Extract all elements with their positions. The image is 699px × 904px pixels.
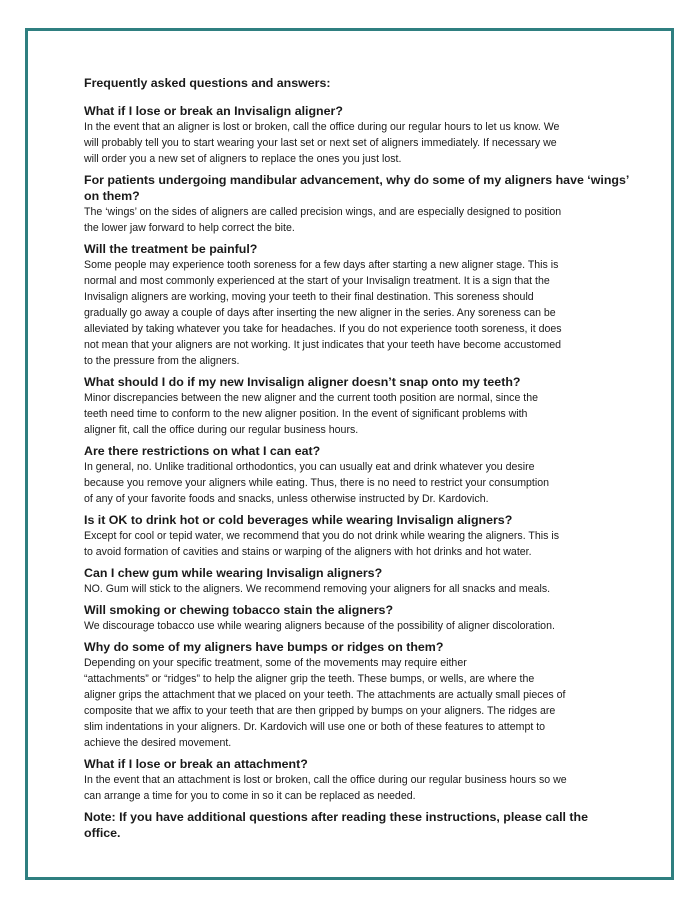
faq-answer-line: gradually go away a couple of days after inserting the new aligner in the series. Any soreness can be xyxy=(84,307,556,319)
faq-item xyxy=(84,756,620,804)
faq-item xyxy=(84,639,620,751)
faq-answer xyxy=(84,390,620,438)
faq-item xyxy=(84,443,620,507)
faq-answer-line: teeth need time to conform to the new aligner position. In the event of significant problems with xyxy=(84,408,528,420)
closing-note: Note: If you have additional questions after reading these instructions, please call the office. xyxy=(84,810,588,840)
faq-item xyxy=(84,103,620,167)
faq-answer xyxy=(84,257,620,369)
faq-answer-line: of any of your favorite foods and snacks, unless otherwise instructed by Dr. Kardovich. xyxy=(84,493,489,505)
faq-item xyxy=(84,172,630,236)
faq-question-line: Why do some of my aligners have bumps or ridges on them? xyxy=(84,640,444,654)
faq-answer-line: Some people may experience tooth soreness for a few days after starting a new aligner stage. This is xyxy=(84,259,559,271)
faq-answer-line: will order you a new set of aligners to replace the ones you just lost. xyxy=(84,153,402,165)
faq-answer-line: “attachments” or “ridges” to help the aligner grip the teeth. These bumps, or wells, are where the xyxy=(84,673,535,685)
faq-answer-line: to the pressure from the aligners. xyxy=(84,355,240,367)
faq-item xyxy=(84,602,620,634)
faq-answer-line: Depending on your specific treatment, some of the movements may require either xyxy=(84,657,467,669)
faq-answer-line: alleviated by taking whatever you take for headaches. If you do not experience tooth soreness, it does xyxy=(84,323,562,335)
faq-answer-line: can arrange a time for you to come in so it can be replaced as needed. xyxy=(84,790,416,802)
faq-question xyxy=(84,639,620,655)
faq-answer-line: slim indentations in your aligners. Dr. Kardovich will use one or both of these features to attempt to xyxy=(84,721,546,733)
faq-answer-line: aligner fit, call the office during our regular business hours. xyxy=(84,424,359,436)
faq-question-line: What should I do if my new Invisalign aligner doesn’t snap onto my teeth? xyxy=(84,375,521,389)
faq-question-line: on them? xyxy=(84,189,140,203)
faq-answer-line: NO. Gum will stick to the aligners. We recommend removing your aligners for all snacks and meals. xyxy=(84,583,551,595)
faq-question xyxy=(84,103,620,119)
faq-item xyxy=(84,241,620,369)
faq-question xyxy=(84,443,620,459)
faq-answer-line: achieve the desired movement. xyxy=(84,737,232,749)
faq-answer-line: normal and most commonly experienced at the start of your Invisalign treatment. It is a sign that the xyxy=(84,275,550,287)
faq-document xyxy=(84,75,630,841)
faq-answer-line: Invisalign aligners are working, moving your teeth to their final destination. This soreness should xyxy=(84,291,534,303)
faq-answer-line: aligner grips the attachment that we placed on your teeth. The attachments are actually small pieces of xyxy=(84,689,566,701)
faq-answer-line: not mean that your aligners are not working. It just indicates that your teeth have become accustomed xyxy=(84,339,561,351)
faq-answer-line: composite that we affix to your teeth that are then gripped by bumps on your aligners. The ridges are xyxy=(84,705,556,717)
faq-answer-line: The ‘wings’ on the sides of aligners are called precision wings, and are especially designed to position xyxy=(84,206,562,218)
faq-answer xyxy=(84,459,620,507)
faq-answer-line: In general, no. Unlike traditional orthodontics, you can usually eat and drink whatever you desire xyxy=(84,461,535,473)
faq-question-line: Is it OK to drink hot or cold beverages while wearing Invisalign aligners? xyxy=(84,513,513,527)
faq-question xyxy=(84,512,620,528)
faq-answer-line: Except for cool or tepid water, we recommend that you do not drink while wearing the aligners. This is xyxy=(84,530,559,542)
faq-answer xyxy=(84,204,620,236)
faq-question-line: What if I lose or break an Invisalign aligner? xyxy=(84,104,343,118)
faq-answer-line: because you remove your aligners while eating. Thus, there is no need to restrict your consumption xyxy=(84,477,550,489)
faq-answer-line: In the event that an aligner is lost or broken, call the office during our regular hours to let us know. We xyxy=(84,121,560,133)
faq-answer xyxy=(84,119,620,167)
faq-item xyxy=(84,565,620,597)
faq-answer-line: to avoid formation of cavities and stains or warping of the aligners with hot drinks and hot water. xyxy=(84,546,532,558)
faq-question-line: Are there restrictions on what I can eat? xyxy=(84,444,321,458)
faq-answer xyxy=(84,618,620,634)
faq-answer xyxy=(84,528,620,560)
faq-question xyxy=(84,241,620,257)
faq-answer xyxy=(84,655,620,751)
faq-item xyxy=(84,512,620,560)
faq-question xyxy=(84,602,620,618)
faq-question xyxy=(84,565,620,581)
faq-question-line: For patients undergoing mandibular advancement, why do some of my aligners have ‘wings’ xyxy=(84,173,630,187)
faq-answer-line: will probably tell you to start wearing your last set or next set of aligners immediately. If necessary we xyxy=(84,137,557,149)
faq-answer-line: Minor discrepancies between the new aligner and the current tooth position are normal, since the xyxy=(84,392,539,404)
faq-question xyxy=(84,756,620,772)
faq-answer-line: We discourage tobacco use while wearing aligners because of the possibility of aligner discoloration. xyxy=(84,620,555,632)
faq-item xyxy=(84,374,620,438)
faq-question xyxy=(84,172,630,204)
faq-page-heading: Frequently asked questions and answers: xyxy=(84,76,331,90)
faq-question-line: What if I lose or break an attachment? xyxy=(84,757,308,771)
faq-answer xyxy=(84,772,620,804)
faq-list xyxy=(84,103,630,804)
faq-answer xyxy=(84,581,620,597)
faq-question-line: Can I chew gum while wearing Invisalign aligners? xyxy=(84,566,383,580)
faq-answer-line: In the event that an attachment is lost or broken, call the office during our regular business hours so we xyxy=(84,774,567,786)
faq-question-line: Will the treatment be painful? xyxy=(84,242,258,256)
faq-answer-line: the lower jaw forward to help correct the bite. xyxy=(84,222,295,234)
faq-question-line: Will smoking or chewing tobacco stain the aligners? xyxy=(84,603,394,617)
faq-question xyxy=(84,374,620,390)
